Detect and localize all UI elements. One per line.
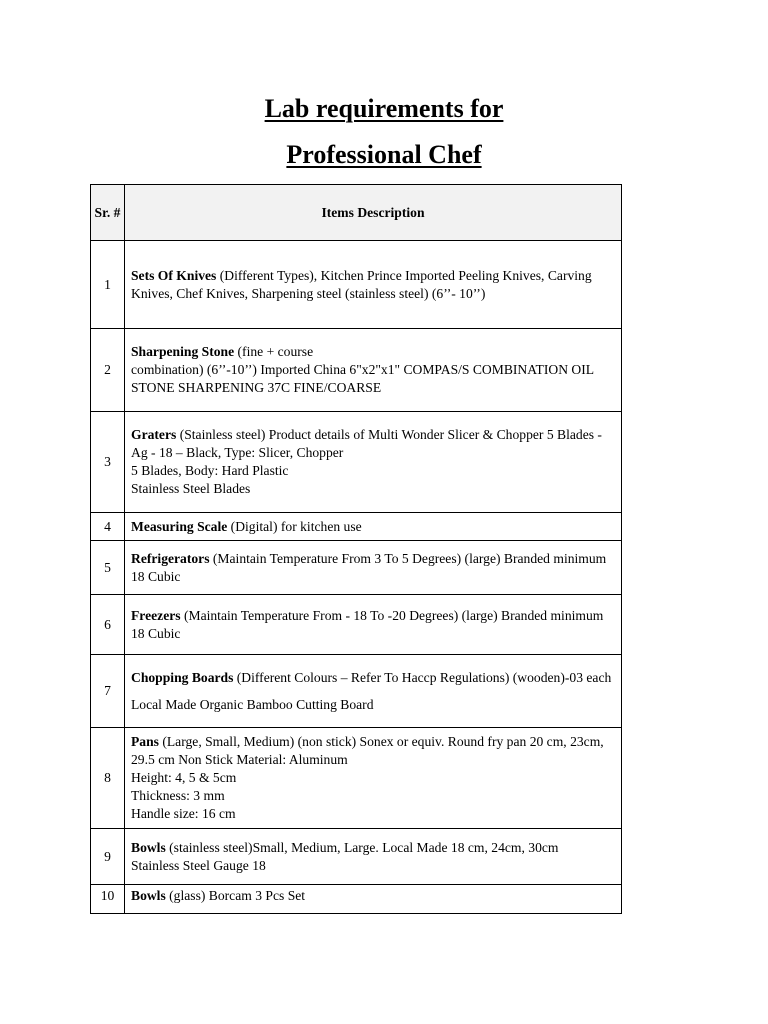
row-number: 10 <box>91 885 125 914</box>
row-description <box>125 595 622 655</box>
item-detail: Local Made Organic Bamboo Cutting Board <box>131 696 374 712</box>
item-name: Chopping Boards <box>131 669 234 685</box>
item-detail: Handle size: 16 cm <box>131 806 236 821</box>
row-number: 5 <box>91 541 125 595</box>
item-name: Bowls <box>131 888 166 903</box>
title-line-1 <box>0 94 768 124</box>
item-detail: 5 Blades, Body: Hard Plastic <box>131 463 289 478</box>
item-detail: (Stainless steel) Product details of Multi Wonder Slicer & Chopper 5 Blades - Ag - 18 – Black, Type: Slicer, Chopper <box>131 427 602 460</box>
item-detail: Thickness: 3 mm <box>131 788 225 803</box>
item-name: Freezers <box>131 607 181 623</box>
item-name: Bowls <box>131 839 166 855</box>
item-detail: (Large, Small, Medium) (non stick) Sonex or equiv. Round fry pan 20 cm, 23cm, 29.5 cm Non Stick Material: Aluminum <box>131 734 604 767</box>
title-line-1-text: Lab requirements for <box>264 94 504 123</box>
item-name: Sharpening Stone <box>131 344 235 359</box>
row-number: 3 <box>91 412 125 513</box>
row-description <box>125 241 622 329</box>
item-detail: (fine + course <box>234 344 314 359</box>
title-line-2-text: Professional Chef <box>286 140 482 169</box>
item-detail: (Maintain Temperature From 3 To 5 Degrees) (large) Branded minimum 18 Cubic <box>131 550 607 584</box>
row-number: 7 <box>91 655 125 728</box>
table-row <box>91 241 622 329</box>
row-description <box>125 541 622 595</box>
table-row <box>91 513 622 541</box>
row-number: 6 <box>91 595 125 655</box>
item-detail: (Maintain Temperature From - 18 To -20 Degrees) (large) Branded minimum 18 Cubic <box>131 607 604 641</box>
item-detail: Stainless Steel Blades <box>131 481 251 496</box>
table-header-row <box>91 185 622 241</box>
table-row <box>91 728 622 829</box>
table-row <box>91 885 622 914</box>
item-detail: Height: 4, 5 & 5cm <box>131 770 237 785</box>
requirements-table <box>90 184 622 914</box>
table-row <box>91 829 622 885</box>
item-name: Pans <box>131 734 159 749</box>
paragraph-gap <box>131 687 615 696</box>
item-detail: combination) (6’’-10’’) Imported China 6"x2"x1" COMPAS/S COMBINATION OIL STONE SHARPENING 37C FINE/COARSE <box>131 362 594 395</box>
item-detail: Stainless Steel Gauge 18 <box>131 857 266 873</box>
table-row <box>91 595 622 655</box>
item-name: Graters <box>131 427 177 442</box>
header-sr-number: Sr. # <box>91 185 125 241</box>
header-items-description: Items Description <box>125 185 622 241</box>
table-row <box>91 412 622 513</box>
row-description <box>125 885 622 914</box>
table-row <box>91 655 622 728</box>
item-name: Refrigerators <box>131 550 210 566</box>
row-number: 8 <box>91 728 125 829</box>
row-description <box>125 329 622 412</box>
row-number: 1 <box>91 241 125 329</box>
row-description <box>125 728 622 829</box>
item-detail: (glass) Borcam 3 Pcs Set <box>165 888 306 903</box>
row-number: 2 <box>91 329 125 412</box>
item-detail: (Different Types), Kitchen Prince Imported Peeling Knives, Carving Knives, Chef Knives, Sharpening steel (stainless steel) (6’’- 10’’) <box>131 267 592 301</box>
row-number: 9 <box>91 829 125 885</box>
item-detail: (Digital) for kitchen use <box>227 518 362 534</box>
table-row <box>91 541 622 595</box>
row-description <box>125 513 622 541</box>
item-detail: (Different Colours – Refer To Haccp Regulations) (wooden)-03 each <box>233 669 612 685</box>
title-line-2 <box>0 140 768 170</box>
row-number: 4 <box>91 513 125 541</box>
row-description <box>125 829 622 885</box>
item-name: Sets Of Knives <box>131 267 217 283</box>
item-name: Measuring Scale <box>131 518 228 534</box>
item-detail: (stainless steel)Small, Medium, Large. Local Made 18 cm, 24cm, 30cm <box>165 839 559 855</box>
row-description <box>125 655 622 728</box>
row-description <box>125 412 622 513</box>
table-row <box>91 329 622 412</box>
